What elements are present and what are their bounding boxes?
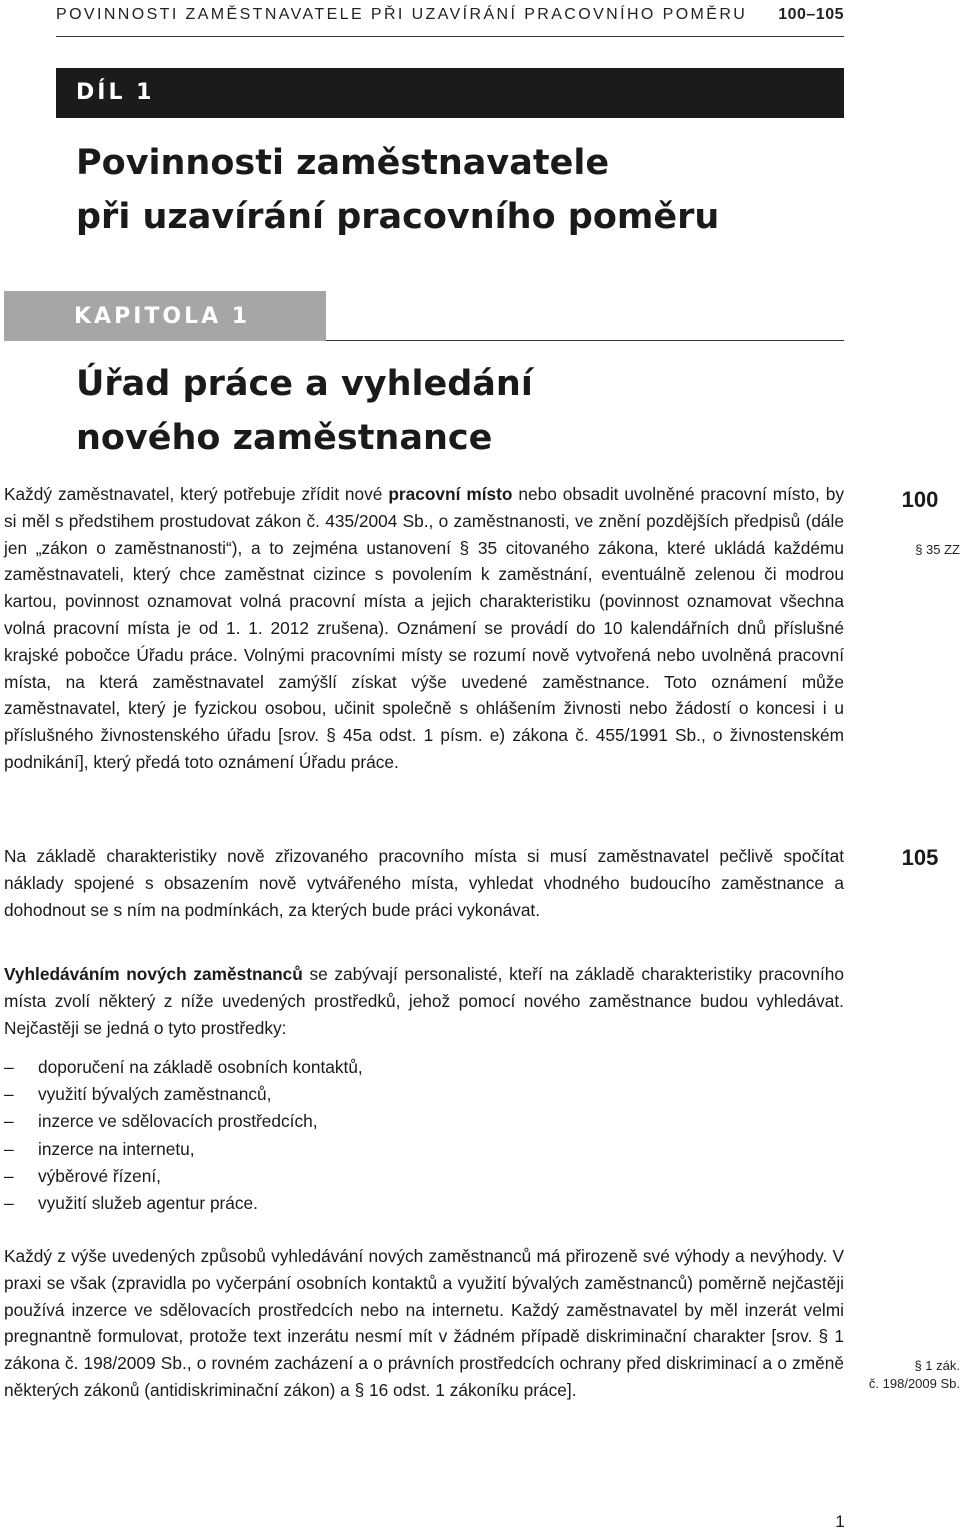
list-item-text: využití služeb agentur práce. (38, 1193, 258, 1214)
part-title-line1: Povinnosti zaměstnavatele (76, 143, 610, 183)
paragraph-2: Na základě charakteristiky nově zřizovaného pracovního místa si musí zaměstnavatel pečlivě spočítat náklady spojené s obsazením nově vytvářeného místa, vyhledat vhodného budoucího zaměstnance a dohodnout se s ním na podmínkách, za kterých bude práci vykonávat. (4, 846, 844, 920)
margin-number-100: 100 (901, 487, 939, 512)
list-item (4, 1190, 844, 1217)
list-item-text: inzerce ve sdělovacích prostředcích, (38, 1111, 318, 1132)
part-title-line2: při uzavírání pracovního poměru (76, 197, 720, 237)
part-title (76, 136, 846, 244)
paragraph-4: Každý z výše uvedených způsobů vyhledávání nových zaměstnanců má přirozeně své výhody a nevýhody. V praxi se však (zpravidla po vyčerpání osobních kontaktů a využití bývalých zaměstnanců) poměrně nejčastěji používá inzerce ve sdělovacích prostředcích nebo na internetu. Každý zaměstnavatel by měl inzerát velmi pregnantně formulovat, protože text inzerátu nesmí mít v žádném případě diskriminační charakter [srov. § 1 zákona č. 198/2009 Sb., o rovném zacházení a o právních prostředcích ochrany před diskriminací a o změně některých zákonů (antidiskriminační zákon) a § 16 odst. 1 zákoníku práce]. (4, 1246, 844, 1400)
running-head-range: 100–105 (778, 6, 844, 23)
dash-bullet: – (4, 1111, 14, 1132)
list-item (4, 1108, 844, 1135)
list-item-text: využití bývalých zaměstnanců, (38, 1084, 272, 1105)
paragraph-1-text-b: nebo obsadit uvolněné pracovní místo, by si měl s předstihem prostudovat zákon č. 435/2004 Sb., o zaměstnanosti, ve znění pozdějších předpisů (dále jen „zákon o zaměstnanosti“), a to zejména ustanovení § 35 citovaného zákona, které ukládá každému zaměstnavateli, který chce zaměstnat cizince s povolením k zaměstnání, eventuálně zelenou či modrou kartou, povinnost oznamovat volná pracovní místa a jejich charakteristiku (povinnost oznamovat všechna volná pracovní místa je od 1. 1. 2012 zrušena). Oznámení se provádí do 10 kalendářních dnů příslušné krajské pobočce Úřadu práce. Volnými pracovními místy se rozumí nově vytvořená nebo uvolněná pracovní místa, na která zaměstnavatel zamýšlí získat výše uvedené zaměstnance. Toto oznámení může zaměstnavatel, který je fyzickou osobou, učinit společně s ohlášením živnosti nebo žádostí o koncesi i u příslušného živnostenského úřadu [srov. § 45a odst. 1 písm. e) zákona č. 455/1991 Sb., o živnostenském podnikání], který předá toto oznámení Úřadu práce. (4, 484, 844, 772)
chapter-label: KAPITOLA 1 (4, 291, 326, 341)
list-item (4, 1136, 844, 1163)
dash-bullet: – (4, 1138, 14, 1159)
part-label: DÍL 1 (56, 68, 844, 118)
chapter-title-line2: nového zaměstnance (76, 418, 493, 458)
dash-bullet: – (4, 1193, 14, 1214)
paragraph-1-text-a: Každý zaměstnavatel, který potřebuje zřídit nové (4, 484, 389, 504)
means-list (4, 1054, 844, 1217)
page-number: 1 (835, 1512, 845, 1531)
paragraph-1-bold: pracovní místo (388, 484, 513, 504)
dash-bullet: – (4, 1084, 14, 1105)
paragraph-3-text: se zabývají personalisté, kteří na základě charakteristiky pracovního místa zvolí některý z níže uvedených prostředků, jehož pomocí nového zaměstnance budou vyhledávat. Nejčastěji se jedná o tyto prostředky: (4, 964, 844, 1038)
dash-bullet: – (4, 1057, 14, 1077)
margin-note-p4-line2: č. 198/2009 Sb. (868, 1376, 960, 1391)
margin-note-p4 (860, 1357, 960, 1393)
list-item (4, 1163, 844, 1190)
list-item-text: doporučení na základě osobních kontaktů, (38, 1057, 363, 1077)
chapter-title-line1: Úřad práce a vyhledání (76, 364, 533, 404)
margin-note-p4-line1: § 1 zák. (914, 1358, 960, 1373)
list-item-text: výběrové řízení, (38, 1165, 161, 1186)
list-item-text: inzerce na internetu, (38, 1138, 195, 1159)
running-head-title: POVINNOSTI ZAMĚSTNAVATELE PŘI UZAVÍRÁNÍ PRACOVNÍHO POMĚRU (56, 6, 748, 23)
margin-number-105: 105 (901, 845, 939, 870)
paragraph-3 (4, 961, 844, 1041)
list-item (4, 1054, 844, 1081)
chapter-rule (326, 340, 844, 341)
margin-note-100: § 35 ZZ (915, 542, 960, 557)
list-item (4, 1081, 844, 1108)
dash-bullet: – (4, 1165, 14, 1186)
chapter-title (76, 357, 846, 465)
paragraph-3-bold: Vyhledáváním nových zaměstnanců (4, 964, 303, 984)
paragraph-1 (4, 481, 844, 776)
running-head (56, 6, 844, 37)
